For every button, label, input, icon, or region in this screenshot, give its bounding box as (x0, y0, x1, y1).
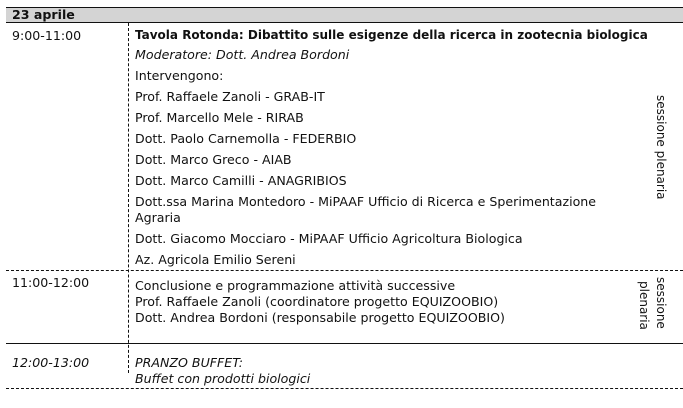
speakers-intro: Intervengono: (135, 68, 224, 83)
speaker: Dott. Marco Camilli - ANAGRIBIOS (135, 173, 347, 188)
speaker: Dott.ssa Marina Montedoro - MiPAAF Ufficio di Ricerca e Sperimentazione (135, 194, 597, 209)
time-slot-3: 12:00-13:00 (12, 355, 90, 370)
session-line: Dott. Andrea Bordoni (responsabile progetto EQUIZOOBIO) (135, 310, 505, 325)
column-divider (128, 23, 129, 373)
day-header: 23 aprile (12, 7, 75, 22)
speaker: Prof. Raffaele Zanoli - GRAB-IT (135, 89, 325, 104)
row-separator (6, 343, 683, 344)
session-title: Tavola Rotonda: Dibattito sulle esigenze della ricerca in zootecnia biologica (135, 28, 648, 42)
moderator: Moderatore: Dott. Andrea Bordoni (135, 47, 350, 62)
time-slot-2: 11:00-12:00 (12, 275, 90, 290)
session-line: Conclusione e programmazione attività successive (135, 278, 456, 293)
speaker: Dott. Giacomo Mocciaro - MiPAAF Ufficio Agricoltura Biologica (135, 231, 523, 246)
speaker: Az. Agricola Emilio Sereni (135, 252, 296, 267)
speaker-continuation: Agraria (135, 210, 181, 225)
session-type-label: sessione plenaria (654, 95, 668, 200)
lunch-title: PRANZO BUFFET: (135, 355, 244, 370)
session-type-label-part1: sessione (654, 277, 668, 329)
row-separator (6, 270, 683, 271)
lunch-description: Buffet con prodotti biologici (135, 371, 311, 386)
speaker: Dott. Marco Greco - AIAB (135, 152, 292, 167)
speaker: Prof. Marcello Mele - RIRAB (135, 110, 304, 125)
time-slot-1: 9:00-11:00 (12, 28, 82, 43)
table-bottom-border (6, 388, 683, 389)
session-type-label-part2: plenaria (637, 281, 651, 330)
session-line: Prof. Raffaele Zanoli (coordinatore progetto EQUIZOOBIO) (135, 294, 499, 309)
speaker: Dott. Paolo Carnemolla - FEDERBIO (135, 131, 357, 146)
day-header-bar (6, 7, 683, 23)
